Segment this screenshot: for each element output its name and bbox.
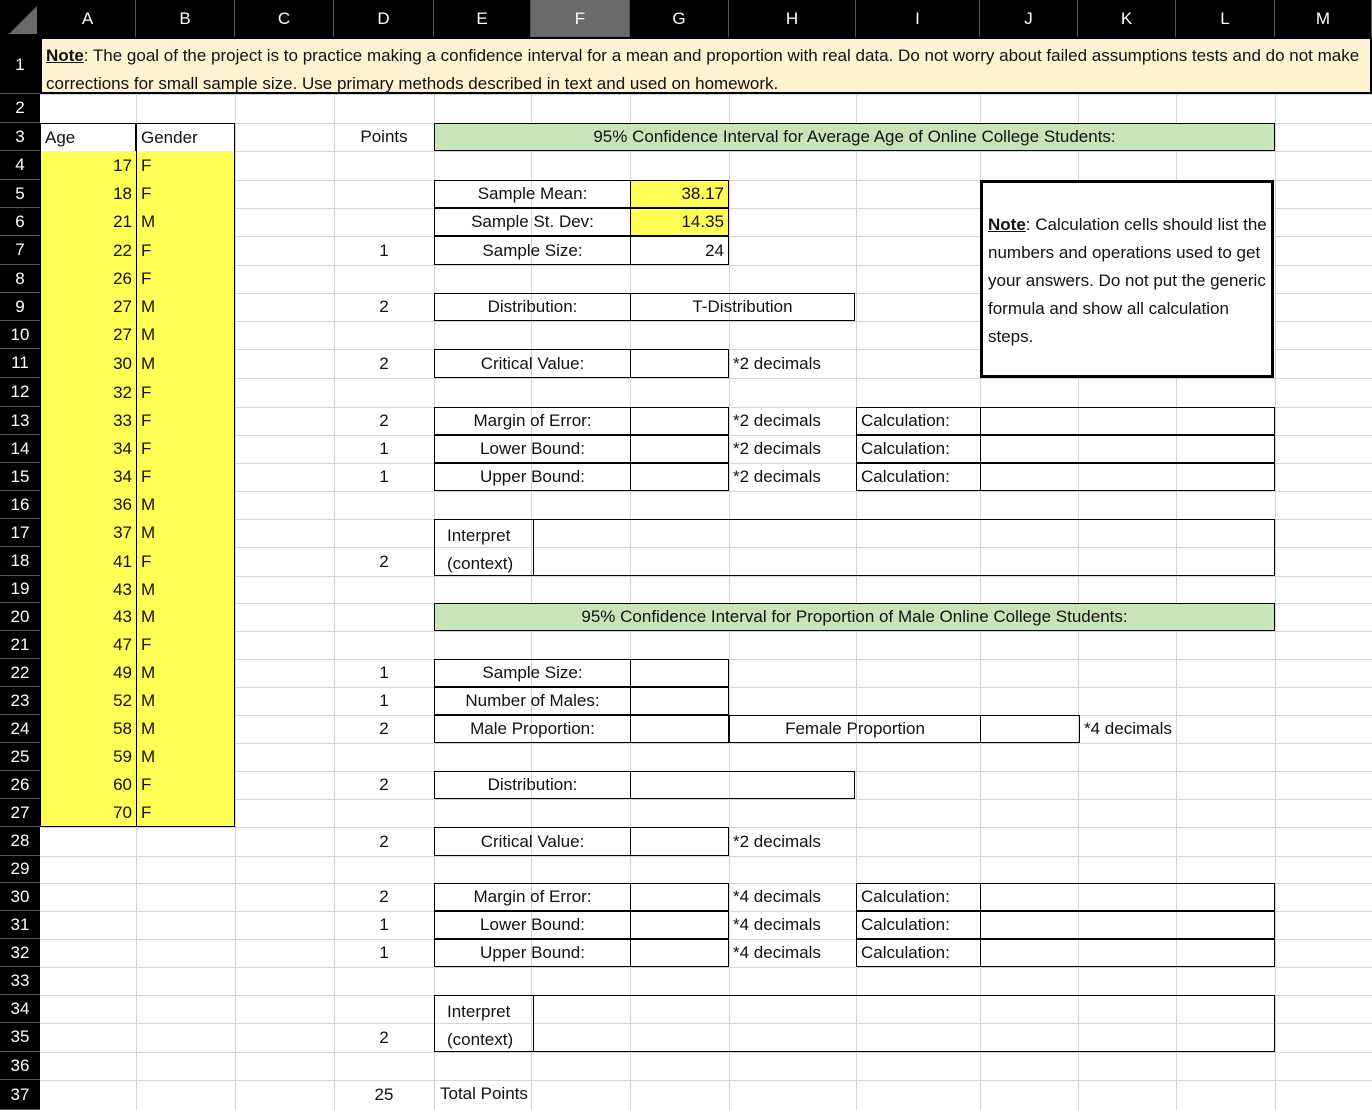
grid-hline: [40, 799, 1372, 800]
calculation-note[interactable]: [980, 180, 1274, 378]
column-header-j[interactable]: J: [980, 0, 1078, 37]
gender-cell[interactable]: M: [136, 293, 235, 321]
interpret-label[interactable]: [434, 519, 534, 576]
prop-moe-label[interactable]: Margin of Error:: [434, 883, 631, 911]
prop-moe-hint: *4 decimals: [733, 887, 821, 906]
gender-cell[interactable]: F: [136, 771, 235, 799]
lower-bound-hint: *2 decimals: [733, 439, 821, 458]
interpret-input[interactable]: [533, 519, 1275, 576]
grid-vline: [1275, 37, 1276, 1110]
row-header-22[interactable]: 22: [0, 659, 40, 687]
row-header-13[interactable]: 13: [0, 407, 40, 435]
note2-label: Note: [988, 215, 1026, 234]
prop-distribution-label[interactable]: Distribution:: [434, 771, 631, 799]
sample-mean-label[interactable]: Sample Mean:: [434, 180, 631, 208]
prop-lower-calc-input[interactable]: [980, 911, 1275, 939]
grid-vline: [235, 37, 236, 1110]
age-cell[interactable]: 26: [40, 265, 136, 293]
prop-ci-title[interactable]: 95% Confidence Interval for Proportion of Male Online College Students:: [434, 603, 1275, 631]
lower-bound-label[interactable]: Lower Bound:: [434, 435, 631, 463]
gender-cell[interactable]: M: [136, 659, 235, 687]
row-header-11[interactable]: 11: [0, 349, 40, 378]
row-header-28[interactable]: 28: [0, 827, 40, 856]
row-header-12[interactable]: 12: [0, 378, 40, 407]
mean-ci-title[interactable]: 95% Confidence Interval for Average Age of Online College Students:: [434, 123, 1275, 151]
prop-upper-input[interactable]: [630, 939, 729, 967]
prop-lower-label[interactable]: Lower Bound:: [434, 911, 631, 939]
age-cell[interactable]: 58: [40, 715, 136, 743]
lower-calc-label[interactable]: Calculation:: [856, 435, 981, 463]
row-header-31[interactable]: 31: [0, 911, 40, 939]
column-header-m[interactable]: M: [1275, 0, 1372, 37]
prop-lower-hint: *4 decimals: [733, 915, 821, 934]
age-cell[interactable]: 32: [40, 378, 136, 407]
age-cell[interactable]: 30: [40, 349, 136, 378]
project-note[interactable]: [40, 37, 1372, 94]
row-header-3[interactable]: 3: [0, 123, 40, 151]
points-cell[interactable]: 2: [379, 831, 389, 851]
grid-hline: [40, 1080, 1372, 1081]
prop-critical-hint: *2 decimals: [733, 831, 821, 851]
points-cell[interactable]: 2: [379, 775, 389, 794]
prop-moe-calc-label[interactable]: Calculation:: [856, 883, 981, 911]
gender-cell[interactable]: F: [136, 463, 235, 491]
gender-cell[interactable]: M: [136, 715, 235, 743]
male-prop-label[interactable]: Male Proportion:: [434, 715, 631, 743]
distribution-value[interactable]: T-Distribution: [630, 293, 855, 321]
interpret-line1: Interpret: [447, 526, 511, 545]
row-header-34[interactable]: 34: [0, 995, 40, 1023]
column-header-a[interactable]: A: [40, 0, 136, 37]
gender-cell[interactable]: M: [136, 491, 235, 519]
row-header-27[interactable]: 27: [0, 799, 40, 827]
gender-cell[interactable]: M: [136, 519, 235, 547]
total-points-label: Total Points: [440, 1084, 528, 1103]
prop-upper-calc-input[interactable]: [980, 939, 1275, 967]
gender-cell[interactable]: F: [136, 378, 235, 407]
gender-cell[interactable]: M: [136, 743, 235, 771]
row-header-20[interactable]: 20: [0, 603, 40, 631]
grid-hline: [40, 151, 1372, 152]
upper-bound-label[interactable]: Upper Bound:: [434, 463, 631, 491]
prop-distribution-input[interactable]: [630, 771, 855, 799]
gender-cell[interactable]: F: [136, 435, 235, 463]
row-header-9[interactable]: 9: [0, 293, 40, 321]
age-cell[interactable]: 22: [40, 236, 136, 265]
age-cell[interactable]: 43: [40, 576, 136, 603]
grid-hline: [40, 967, 1372, 968]
critical-value-hint: *2 decimals: [733, 353, 821, 373]
row-header-7[interactable]: 7: [0, 236, 40, 265]
age-cell[interactable]: 27: [40, 293, 136, 321]
row-header-32[interactable]: 32: [0, 939, 40, 967]
age-cell[interactable]: 34: [40, 463, 136, 491]
gender-cell[interactable]: F: [136, 180, 235, 208]
sample-sd-label[interactable]: Sample St. Dev:: [434, 208, 631, 236]
grid-hline: [40, 491, 1372, 492]
note2-text: : Calculation cells should list the numbers and operations used to get your answers. Do not put the generic formula and show all calculation steps.: [988, 215, 1267, 346]
row-header-19[interactable]: 19: [0, 576, 40, 603]
row-header-1[interactable]: 1: [0, 37, 40, 94]
lower-bound-input[interactable]: [630, 435, 729, 463]
row-header-16[interactable]: 16: [0, 491, 40, 519]
prop-moe-calc-input[interactable]: [980, 883, 1275, 911]
row-header-33[interactable]: 33: [0, 967, 40, 995]
grid-hline: [40, 1052, 1372, 1053]
row-header-24[interactable]: 24: [0, 715, 40, 743]
age-cell[interactable]: 41: [40, 547, 136, 576]
moe-label[interactable]: Margin of Error:: [434, 407, 631, 435]
prop-interpret-line1: Interpret: [447, 1002, 511, 1021]
points-cell[interactable]: 1: [379, 240, 389, 260]
upper-bound-hint: *2 decimals: [733, 467, 821, 486]
row-header-8[interactable]: 8: [0, 265, 40, 293]
column-header-b[interactable]: B: [136, 0, 235, 37]
age-cell[interactable]: 18: [40, 180, 136, 208]
female-prop-input[interactable]: [980, 715, 1080, 743]
gender-cell[interactable]: F: [136, 151, 235, 180]
note-text: : The goal of the project is to practice making a confidence interval for a mean and proportion with real data. Do not worry about failed assumptions tests and do not make corrections for small sample size. Use primary methods described in text and used on homework.: [46, 46, 1360, 93]
gender-cell[interactable]: M: [136, 208, 235, 236]
sample-size-value[interactable]: 24: [630, 236, 729, 265]
age-cell[interactable]: 27: [40, 321, 136, 349]
prop-lower-calc-label[interactable]: Calculation:: [856, 911, 981, 939]
upper-bound-input[interactable]: [630, 463, 729, 491]
column-header-k[interactable]: K: [1078, 0, 1176, 37]
column-header-h[interactable]: H: [729, 0, 856, 37]
row-header-4[interactable]: 4: [0, 151, 40, 180]
column-header-c[interactable]: C: [235, 0, 334, 37]
row-header-35[interactable]: 35: [0, 1023, 40, 1052]
column-header-i[interactable]: I: [856, 0, 980, 37]
points-cell[interactable]: 25: [374, 1085, 394, 1104]
grid-hline: [40, 631, 1372, 632]
gender-cell[interactable]: F: [136, 407, 235, 435]
age-cell[interactable]: 60: [40, 771, 136, 799]
prop-upper-calc-label[interactable]: Calculation:: [856, 939, 981, 967]
grid-hline: [40, 576, 1372, 577]
row-header-37[interactable]: 37: [0, 1080, 40, 1110]
row-header-15[interactable]: 15: [0, 463, 40, 491]
distribution-label[interactable]: Distribution:: [434, 293, 631, 321]
row-header-23[interactable]: 23: [0, 687, 40, 715]
row-header-25[interactable]: 25: [0, 743, 40, 771]
prop-critical-label[interactable]: Critical Value:: [434, 827, 631, 856]
sample-mean-value[interactable]: 38.17: [630, 180, 729, 208]
prop-sample-size-label[interactable]: Sample Size:: [434, 659, 631, 687]
column-header-f[interactable]: F: [531, 0, 630, 37]
moe-calc-input[interactable]: [980, 407, 1275, 435]
gender-header[interactable]: Gender: [136, 123, 235, 151]
points-cell[interactable]: 1: [379, 943, 389, 962]
age-cell[interactable]: 43: [40, 603, 136, 631]
age-cell[interactable]: 59: [40, 743, 136, 771]
prop-hint: *4 decimals: [1084, 719, 1172, 738]
gender-cell[interactable]: F: [136, 236, 235, 265]
column-header-l[interactable]: L: [1176, 0, 1275, 37]
points-header[interactable]: Points: [360, 127, 408, 146]
prop-interpret-input[interactable]: [533, 995, 1275, 1052]
row-header-17[interactable]: 17: [0, 519, 40, 547]
prop-interpret-line2: (context): [447, 1030, 514, 1049]
upper-calc-input[interactable]: [980, 463, 1275, 491]
age-cell[interactable]: 49: [40, 659, 136, 687]
row-header-29[interactable]: 29: [0, 856, 40, 883]
gender-cell[interactable]: F: [136, 265, 235, 293]
row-header-26[interactable]: 26: [0, 771, 40, 799]
age-cell[interactable]: 17: [40, 151, 136, 180]
points-cell[interactable]: 1: [379, 439, 389, 458]
gender-cell[interactable]: F: [136, 547, 235, 576]
moe-calc-label[interactable]: Calculation:: [856, 407, 981, 435]
prop-moe-input[interactable]: [630, 883, 729, 911]
age-cell[interactable]: 36: [40, 491, 136, 519]
points-cell[interactable]: 2: [379, 1027, 389, 1047]
upper-calc-label[interactable]: Calculation:: [856, 463, 981, 491]
gender-cell[interactable]: F: [136, 799, 235, 827]
age-cell[interactable]: 70: [40, 799, 136, 827]
points-cell[interactable]: 1: [379, 663, 389, 682]
critical-value-input[interactable]: [630, 349, 729, 378]
gender-cell[interactable]: F: [136, 631, 235, 659]
row-header-14[interactable]: 14: [0, 435, 40, 463]
points-cell[interactable]: 2: [379, 411, 389, 430]
column-header-d[interactable]: D: [334, 0, 434, 37]
gender-cell[interactable]: M: [136, 576, 235, 603]
prop-interpret-label[interactable]: [434, 995, 534, 1052]
sample-size-label[interactable]: Sample Size:: [434, 236, 631, 265]
prop-sample-size-input[interactable]: [630, 659, 729, 687]
moe-input[interactable]: [630, 407, 729, 435]
grid-hline: [40, 743, 1372, 744]
age-cell[interactable]: 47: [40, 631, 136, 659]
column-header-e[interactable]: E: [434, 0, 531, 37]
age-header[interactable]: Age: [40, 123, 136, 151]
num-males-input[interactable]: [630, 687, 729, 715]
lower-calc-input[interactable]: [980, 435, 1275, 463]
row-header-5[interactable]: 5: [0, 180, 40, 208]
row-header-21[interactable]: 21: [0, 631, 40, 659]
critical-value-label[interactable]: Critical Value:: [434, 349, 631, 378]
row-header-30[interactable]: 30: [0, 883, 40, 911]
age-cell[interactable]: 37: [40, 519, 136, 547]
female-prop-label[interactable]: Female Proportion: [729, 715, 981, 743]
age-cell[interactable]: 52: [40, 687, 136, 715]
gender-cell[interactable]: M: [136, 603, 235, 631]
points-cell[interactable]: 2: [379, 887, 389, 906]
num-males-label[interactable]: Number of Males:: [434, 687, 631, 715]
grid-hline: [40, 856, 1372, 857]
column-header-g[interactable]: G: [630, 0, 729, 37]
prop-upper-hint: *4 decimals: [733, 943, 821, 962]
note-label: Note: [46, 46, 84, 65]
points-cell[interactable]: 1: [379, 915, 389, 934]
sample-sd-value[interactable]: 14.35: [630, 208, 729, 236]
gender-cell[interactable]: M: [136, 349, 235, 378]
prop-critical-input[interactable]: [630, 827, 729, 856]
row-header-6[interactable]: 6: [0, 208, 40, 236]
gender-cell[interactable]: M: [136, 687, 235, 715]
moe-hint: *2 decimals: [733, 411, 821, 430]
age-cell[interactable]: 21: [40, 208, 136, 236]
male-prop-input[interactable]: [630, 715, 729, 743]
row-header-10[interactable]: 10: [0, 321, 40, 349]
select-all-corner[interactable]: [0, 0, 40, 37]
points-cell[interactable]: 2: [379, 297, 389, 316]
prop-lower-input[interactable]: [630, 911, 729, 939]
points-cell[interactable]: 1: [379, 691, 389, 710]
gender-cell[interactable]: M: [136, 321, 235, 349]
prop-upper-label[interactable]: Upper Bound:: [434, 939, 631, 967]
interpret-line2: (context): [447, 554, 514, 573]
points-cell[interactable]: 2: [379, 551, 389, 571]
points-cell[interactable]: 2: [379, 353, 389, 373]
row-header-36[interactable]: 36: [0, 1052, 40, 1080]
row-header-18[interactable]: 18: [0, 547, 40, 576]
row-header-2[interactable]: 2: [0, 94, 40, 123]
points-cell[interactable]: 2: [379, 719, 389, 738]
grid-hline: [40, 378, 1372, 379]
age-cell[interactable]: 34: [40, 435, 136, 463]
points-cell[interactable]: 1: [379, 467, 389, 486]
age-cell[interactable]: 33: [40, 407, 136, 435]
